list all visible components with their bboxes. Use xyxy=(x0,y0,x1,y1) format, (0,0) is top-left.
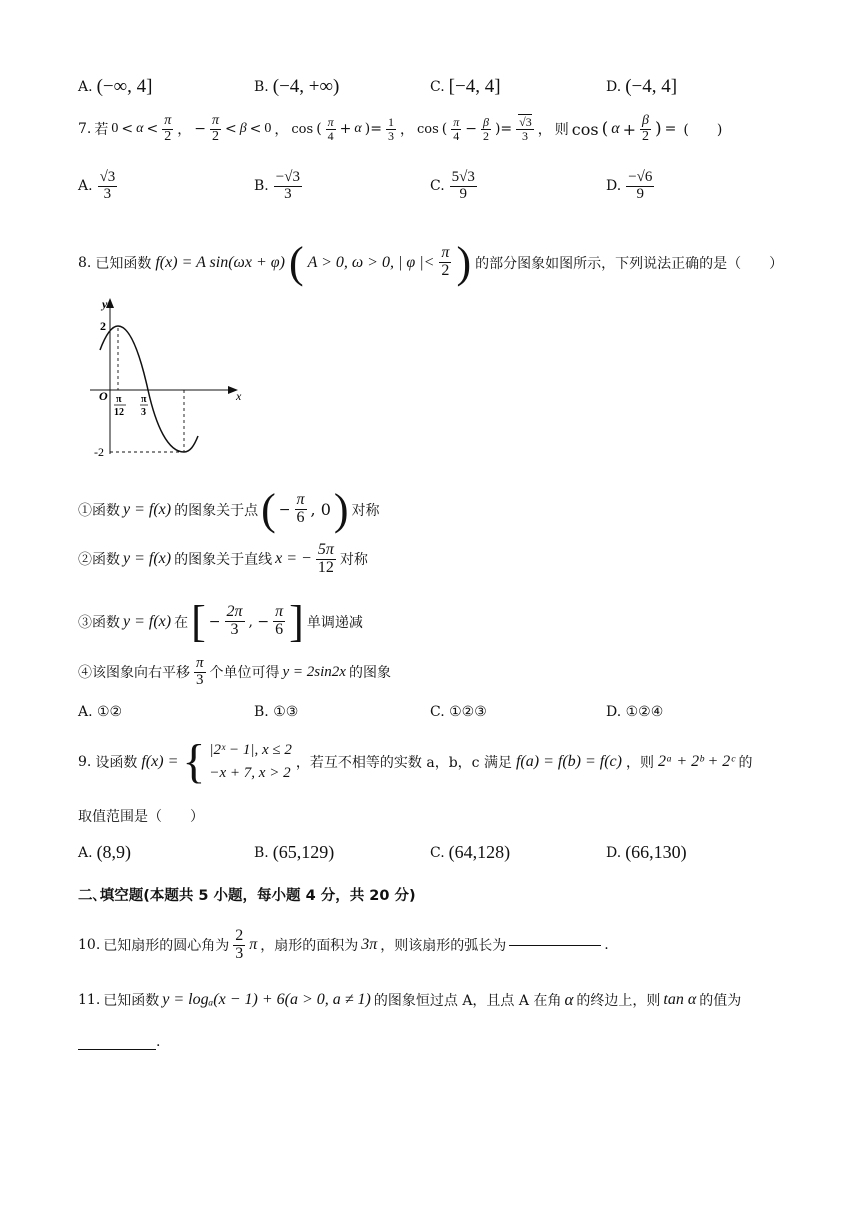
q6-option-b-value: (−4, +∞) xyxy=(272,76,340,97)
tick1-den: 12 xyxy=(114,407,124,418)
y-label: y xyxy=(102,297,108,311)
q7-answer-paren: ( ) xyxy=(683,122,723,139)
q9-option-b: B. (65,129) xyxy=(254,842,335,862)
tick1-num: π xyxy=(116,394,122,405)
statement-3: ③函数 y = f(x) 在 [ − $\frac{2\pi}{3}$ , − $\frac{\pi}{6}$ ] 单调递减 xyxy=(78,597,363,646)
sine-curve xyxy=(100,326,198,452)
q6-option-b: B. (−4, +∞) xyxy=(254,76,340,97)
q6-option-d-value: (−4, 4] xyxy=(625,76,678,97)
q9-piecewise: |2ˣ − 1|, x ≤ 2 −x + 7, x > 2 xyxy=(209,742,292,781)
q8-graph xyxy=(90,294,250,464)
q7-option-a: A. $\frac{√3}{3}$ xyxy=(78,169,116,202)
q8-function: f(x) = A sin(ωx + φ) xyxy=(155,253,285,271)
q6-option-a: A. (−∞, 4] xyxy=(78,76,153,97)
question-7: 7. 若 0 < α < $\frac{\pi}{2}$ ， − $\frac{\pi}{2}$ < β < 0 ， cos ( $\frac{\pi}{4}$ + α )= $\frac{1}{3}$ ， cos ( $\frac{\pi}{4}$ − $\frac{\beta}{2}$ )= $\frac{√3}{3}$ ， 则 cos ( α + $\frac{\beta}{2}$ ) = ( ) xyxy=(78,113,723,144)
q9-option-c: C. (64,128) xyxy=(430,842,511,862)
q6-option-d: D. (−4, 4] xyxy=(606,76,678,97)
q8-option-a: A. ①② xyxy=(78,704,123,720)
q8-option-b: B. ①③ xyxy=(254,704,299,720)
question-10: 10. 已知扇形的圆心角为 $\frac{2}{3}$ π ，扇形的面积为 3π ，则该扇形的弧长为 . xyxy=(78,927,609,962)
tick2-den: 3 xyxy=(141,407,146,418)
tick2-num: π xyxy=(141,394,147,405)
q8-option-c: C. ①②③ xyxy=(430,704,487,720)
q9-option-d: D. (66,130) xyxy=(606,842,687,862)
q6-option-c-value: [−4, 4] xyxy=(448,76,501,97)
section-2-title: 二､填空题(本题共 5 小题，每小题 4 分，共 20 分) xyxy=(78,888,416,904)
question-8: 8. 已知函数 f(x) = A sin(ωx + φ) ( A > 0, ω > 0, | φ |< $\frac{\pi}{2}$ ) 的部分图象如图所示，下列说法正确的是（ ） xyxy=(78,238,784,287)
q7-option-d: D. $\frac{-√6}{9}$ xyxy=(606,169,653,202)
q9-line2: 取值范围是（ ） xyxy=(78,809,204,825)
q7-option-c: C. $\frac{5√3}{9}$ xyxy=(430,169,475,202)
x-label: x xyxy=(236,389,242,403)
question-11: 11. 已知函数 y = logₐ(x − 1) + 6(a > 0, a ≠ 1) 的图象恒过点 A，且点 A 在角 α 的终边上，则 tan α 的值为 xyxy=(78,990,742,1009)
ymin-label: -2 xyxy=(94,445,104,459)
q11-answer-blank[interactable] xyxy=(78,1037,156,1050)
q8-option-d: D. ①②④ xyxy=(606,704,664,720)
q8-number: 8. xyxy=(78,254,92,271)
q11-number: 11. xyxy=(78,992,101,1008)
question-9: 9. 设函数 f(x) = { |2ˣ − 1|, x ≤ 2 −x + 7, x > 2 ，若互不相等的实数 a，b，c 满足 f(a) = f(b) = f(c) ，则 2ᵃ + 2ᵇ + 2ᶜ 的 xyxy=(78,735,753,788)
q7-option-b: B. $\frac{-√3}{3}$ xyxy=(254,169,300,202)
q11-answer-line: . xyxy=(78,1034,160,1050)
q6-option-a-value: (−∞, 4] xyxy=(96,76,153,97)
statement-1: ①函数 y = f(x) 的图象关于点 ( − $\frac{\pi}{6}$ , 0 ) 对称 xyxy=(78,485,380,534)
origin-label: O xyxy=(99,389,108,403)
q10-answer-blank[interactable] xyxy=(509,945,601,946)
q6-option-c: C. [−4, 4] xyxy=(430,76,501,97)
q10-number: 10. xyxy=(78,937,101,954)
ymax-label: 2 xyxy=(100,319,106,333)
statement-2: ②函数 y = f(x) 的图象关于直线 x = − $\frac{5\pi}{12}$ 对称 xyxy=(78,541,368,576)
q9-option-a: A. (8,9) xyxy=(78,842,132,862)
q7-number: 7. xyxy=(78,121,92,138)
q9-number: 9. xyxy=(78,754,92,770)
statement-4: ④该图象向右平移 $\frac{\pi}{3}$ 个单位可得 y = 2sin2x 的图象 xyxy=(78,655,391,688)
